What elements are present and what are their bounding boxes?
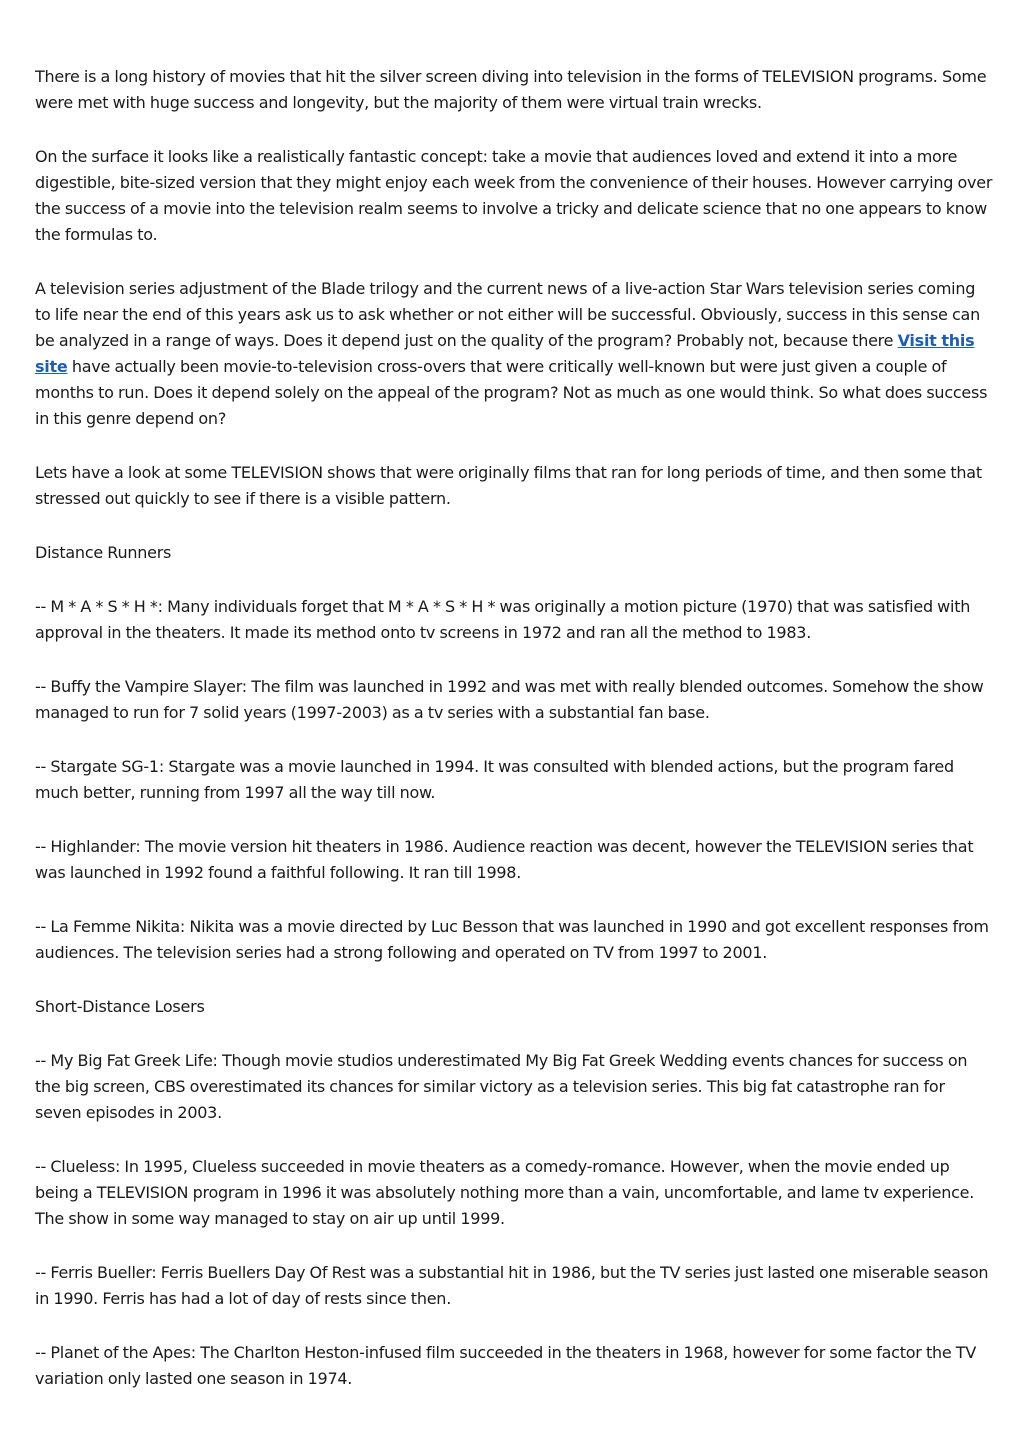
list-item: -- Clueless: In 1995, Clueless succeeded in movie theaters as a comedy-romance. However, when the movie ended up being a TELEVISION program in 1996 it was absolutely nothing more than a vain, uncomfortable, and lame tv experience. The show in some way managed to stay on air up until 1999. xyxy=(35,1157,975,1228)
list-item: -- My Big Fat Greek Life: Though movie studios underestimated My Big Fat Greek Wedding events chances for success on the big screen, CBS overestimated its chances for similar victory as a television series. This big fat catastrophe ran for seven episodes in 2003. xyxy=(35,1051,968,1122)
list-item: -- Stargate SG-1: Stargate was a movie launched in 1994. It was consulted with blended actions, but the program fared much better, running from 1997 all the way till now. xyxy=(35,757,954,802)
list-item: -- Highlander: The movie version hit theaters in 1986. Audience reaction was decent, however the TELEVISION series that was launched in 1992 found a faithful following. It ran till 1998. xyxy=(35,837,974,882)
success-paragraph-text-before: A television series adjustment of the Blade trilogy and the current news of a live-action Star Wars television series coming to life near the end of this years ask us to ask whether or not either will be successful. Obviously, success in this sense can be analyzed in a range of ways. Does it depend just on the quality of the program? Probably not, because there xyxy=(35,279,980,350)
success-paragraph xyxy=(35,276,995,432)
list-item: -- Planet of the Apes: The Charlton Heston-infused film succeeded in the theaters in 1968, however for some factor the TV variation only lasted one season in 1974. xyxy=(35,1343,977,1388)
list-item: -- Ferris Bueller: Ferris Buellers Day Of Rest was a substantial hit in 1986, but the TV series just lasted one miserable season in 1990. Ferris has had a lot of day of rests since then. xyxy=(35,1263,989,1308)
pattern-paragraph: Lets have a look at some TELEVISION shows that were originally films that ran for long periods of time, and then some that stressed out quickly to see if there is a visible pattern. xyxy=(35,463,982,508)
document-body xyxy=(35,64,995,1420)
distance-runners-heading: Distance Runners xyxy=(35,543,172,562)
visit-site-link[interactable]: Visit this site xyxy=(35,331,975,376)
list-item: -- M * A * S * H *: Many individuals forget that M * A * S * H * was originally a motion picture (1970) that was satisfied with approval in the theaters. It made its method onto tv screens in 1972 and ran all the method to 1983. xyxy=(35,597,971,642)
list-item: -- Buffy the Vampire Slayer: The film was launched in 1992 and was met with really blended outcomes. Somehow the show managed to run for 7 solid years (1997-2003) as a tv series with a substantial fan base. xyxy=(35,677,984,722)
concept-paragraph: On the surface it looks like a realistically fantastic concept: take a movie that audiences loved and extend it into a more digestible, bite-sized version that they might enjoy each week from the convenience of their houses. However carrying over the success of a movie into the television realm seems to involve a tricky and delicate science that no one appears to know the formulas to. xyxy=(35,147,993,244)
success-paragraph-text-after: have actually been movie-to-television cross-overs that were critically well-known but were just given a couple of months to run. Does it depend solely on the appeal of the program? Not as much as one would think. So what does success in this genre depend on? xyxy=(35,357,988,428)
short-distance-losers-heading: Short-Distance Losers xyxy=(35,997,205,1016)
list-item: -- La Femme Nikita: Nikita was a movie directed by Luc Besson that was launched in 1990 and got excellent responses from audiences. The television series had a strong following and operated on TV from 1997 to 2001. xyxy=(35,917,989,962)
intro-paragraph: There is a long history of movies that hit the silver screen diving into television in the forms of TELEVISION programs. Some were met with huge success and longevity, but the majority of them were virtual train wrecks. xyxy=(35,67,987,112)
